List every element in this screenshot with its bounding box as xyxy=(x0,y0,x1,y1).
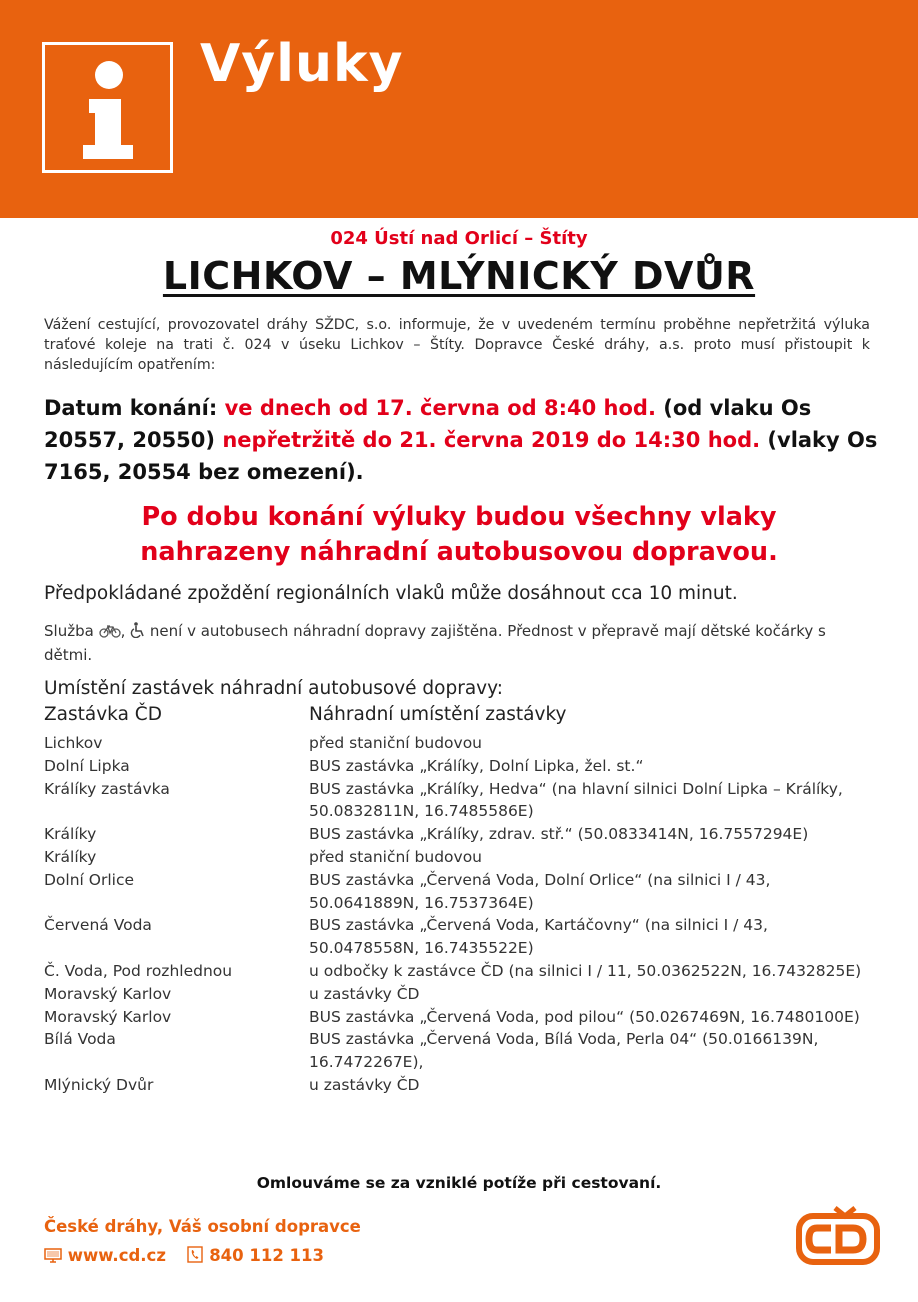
date-label: Datum konání: xyxy=(44,396,218,420)
table-row xyxy=(44,732,884,755)
stop-station: Bílá Voda xyxy=(44,1030,116,1049)
table-row xyxy=(44,778,884,824)
intro-text: Vážení cestující, provozovatel dráhy SŽDC, s.o. informuje, že v uvedeném termínu proběhne nepřetržitá výluka traťové koleje na trati č. 024 v úseku Lichkov – Štíty. Dopravce České dráhy, a.s. proto musí přistoupit k následujícím opatřením: xyxy=(44,317,870,373)
column-header-station: Zastávka ČD xyxy=(44,704,162,725)
date-from: ve dnech od 17. června od 8:40 hod. xyxy=(224,396,656,420)
phone-icon xyxy=(187,1246,209,1265)
cd-logo xyxy=(795,1206,883,1272)
service-prefix: Služba xyxy=(44,622,94,640)
date-to: nepřetržitě do 21. června 2019 do 14:30 hod. xyxy=(222,428,761,452)
phone-number: 840 112 113 xyxy=(209,1246,325,1265)
stop-station: Červená Voda xyxy=(44,916,152,935)
table-row xyxy=(44,755,884,778)
stop-station: Králíky xyxy=(44,825,97,844)
stop-station: Dolní Lipka xyxy=(44,756,130,775)
info-icon xyxy=(42,42,173,173)
stops-table xyxy=(44,732,884,1097)
stop-replacement: u odbočky k zastávce ČD (na silnici I / 11, 50.0362522N, 16.7432825E) xyxy=(309,961,862,980)
table-row xyxy=(44,823,884,846)
replacement-notice xyxy=(0,500,918,570)
stop-station: Dolní Orlice xyxy=(44,870,135,889)
stop-station: Č. Voda, Pod rozhlednou xyxy=(44,961,233,980)
notice-line-2: nahrazeny náhradní autobusovou dopravou. xyxy=(140,537,778,567)
service-text xyxy=(44,620,874,666)
stop-replacement: BUS zastávka „Červená Voda, Dolní Orlice“ (na silnici I / 43, 50.0641889N, 16.7537364E) xyxy=(309,870,771,912)
stop-replacement: BUS zastávka „Králíky, Hedva“ (na hlavní silnici Dolní Lipka – Králíky, 50.0832811N, 16.7485586E) xyxy=(309,779,843,821)
stop-replacement: BUS zastávka „Králíky, Dolní Lipka, žel. st.“ xyxy=(309,756,644,775)
section-title: LICHKOV – MLÝNICKÝ DVŮR xyxy=(162,254,756,298)
web-link[interactable]: www.cd.cz xyxy=(67,1246,166,1265)
contacts xyxy=(44,1245,324,1265)
date-from-trains: (od vlaku Os 20557, 20550) xyxy=(44,396,812,452)
route-name: 024 Ústí nad Orlicí – Štíty xyxy=(330,228,588,249)
stops-heading: Umístění zastávek náhradní autobusové dopravy: xyxy=(44,678,503,699)
web-icon xyxy=(44,1246,68,1265)
table-row xyxy=(44,914,884,960)
table-row xyxy=(44,1074,884,1097)
bicycle-icon xyxy=(99,622,121,644)
stop-station: Moravský Karlov xyxy=(44,1007,172,1026)
date-exceptions: (vlaky Os 7165, 20554 bez omezení). xyxy=(44,428,878,484)
stop-replacement: BUS zastávka „Červená Voda, Bílá Voda, Perla 04“ (50.0166139N, 16.7472267E), xyxy=(309,1030,819,1072)
apology-text: Omlouváme se za vzniklé potíže při cestovaní. xyxy=(256,1174,662,1192)
stop-replacement: před staniční budovou xyxy=(309,734,482,752)
stop-replacement: před staniční budovou xyxy=(309,847,482,866)
header-title: Výluky xyxy=(200,34,404,94)
table-row xyxy=(44,869,884,915)
company-tagline: České dráhy, Váš osobní dopravce xyxy=(44,1217,361,1236)
table-row xyxy=(44,846,884,869)
date-block xyxy=(44,392,884,488)
column-header-replacement: Náhradní umístění zastávky xyxy=(309,704,567,725)
stop-replacement: u zastávky ČD xyxy=(309,984,420,1003)
table-row xyxy=(44,1028,884,1074)
service-separator: , xyxy=(120,622,126,640)
stop-replacement: BUS zastávka „Červená Voda, pod pilou“ (50.0267469N, 16.7480100E) xyxy=(309,1007,860,1026)
wheelchair-icon xyxy=(130,622,145,644)
notice-line-1: Po dobu konání výluky budou všechny vlaky xyxy=(141,502,777,532)
stop-replacement: BUS zastávka „Červená Voda, Kartáčovny“ (na silnici I / 43, 50.0478558N, 16.7435522E) xyxy=(309,916,768,958)
delay-text: Předpokládané zpoždění regionálních vlaků může dosáhnout cca 10 minut. xyxy=(44,583,738,604)
stop-replacement: BUS zastávka „Králíky, zdrav. stř.“ (50.0833414N, 16.7557294E) xyxy=(309,825,809,844)
stop-station: Králíky zastávka xyxy=(44,779,170,798)
table-row xyxy=(44,983,884,1006)
stop-station: Mlýnický Dvůr xyxy=(44,1075,154,1094)
table-row xyxy=(44,960,884,983)
service-suffix: není v autobusech náhradní dopravy zajištěna. Přednost v přepravě mají dětské kočárky s dětmi. xyxy=(44,622,826,664)
stop-station: Lichkov xyxy=(44,734,103,752)
header-banner xyxy=(0,0,918,218)
stop-station: Moravský Karlov xyxy=(44,984,172,1003)
stop-replacement: u zastávky ČD xyxy=(309,1075,420,1094)
stop-station: Králíky xyxy=(44,847,97,866)
table-row xyxy=(44,1006,884,1029)
